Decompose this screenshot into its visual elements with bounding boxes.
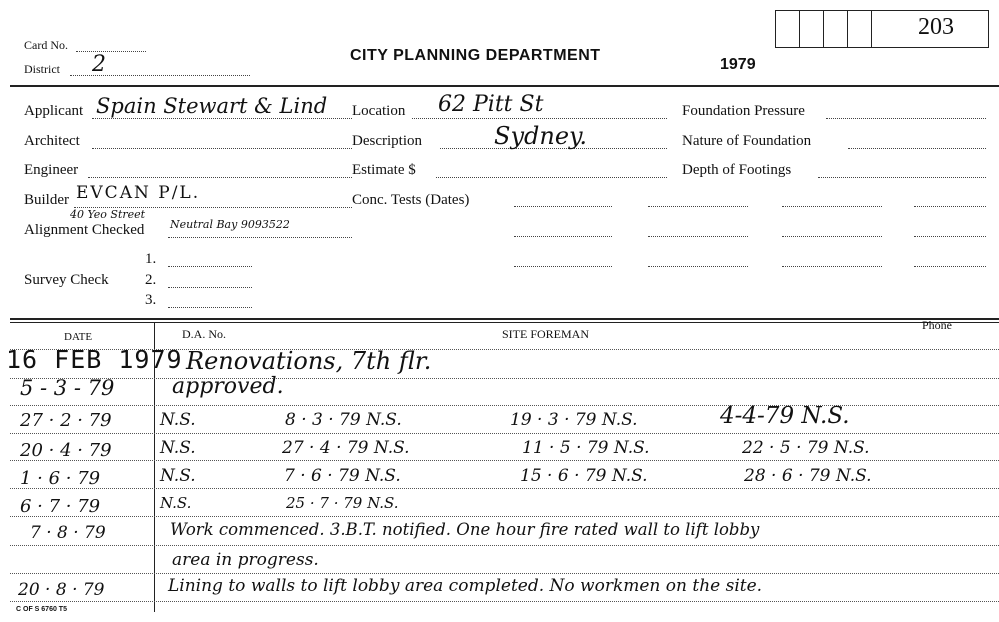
table-row-entry: 11 · 5 · 79 N.S. [522, 438, 650, 458]
table-row-entry: N.S. [160, 466, 196, 486]
table-row-date: 20 · 4 · 79 [20, 440, 112, 461]
applicant-label: Applicant [24, 103, 84, 119]
builder-label: Builder [24, 192, 69, 208]
location-label: Location [352, 103, 406, 119]
table-row-entry: 15 · 6 · 79 N.S. [520, 466, 648, 486]
conc-tests-label: Conc. Tests (Dates) [352, 192, 470, 208]
department-title: CITY PLANNING DEPARTMENT [350, 47, 601, 64]
estimate-label: Estimate $ [352, 162, 416, 178]
table-row-date: 27 · 2 · 79 [20, 410, 112, 431]
district-label: District [24, 62, 60, 76]
table-row-entry: N.S. [160, 438, 196, 458]
table-row-date: 6 · 7 · 79 [20, 496, 101, 517]
table-row-entry: 7 · 6 · 79 N.S. [284, 466, 401, 486]
survey-number-2: 2. [145, 272, 157, 288]
description-label: Description [352, 133, 422, 149]
phone-header: Phone [922, 318, 952, 332]
card-no-label: Card No. [24, 38, 68, 52]
table-row-date: 16 FEB 1979 [6, 345, 183, 374]
depth-of-footings-label: Depth of Footings [682, 162, 792, 178]
table-row-entry: area in progress. [172, 550, 319, 570]
card-number: 203 [918, 14, 954, 40]
table-row-entry: approved. [172, 374, 284, 399]
table-row-entry: 19 · 3 · 79 N.S. [510, 410, 638, 430]
table-row-entry: 4-4-79 N.S. [720, 403, 850, 429]
table-row-entry: N.S. [160, 494, 192, 512]
survey-number-1: 1. [145, 251, 157, 267]
table-row-entry: 27 · 4 · 79 N.S. [282, 438, 410, 458]
year: 1979 [720, 56, 756, 73]
builder-address: 40 Yeo Street [70, 208, 146, 221]
table-row-entry: Lining to walls to lift lobby area completed. No workmen on the site. [168, 576, 763, 596]
table-row-date: 5 - 3 - 79 [20, 376, 115, 400]
survey-check-label: Survey Check [24, 272, 109, 288]
form-code: C OF S 6760 T5 [16, 606, 67, 613]
date-header: DATE [64, 331, 93, 343]
table-row-date: 20 · 8 · 79 [18, 580, 105, 600]
table-row-entry: 8 · 3 · 79 N.S. [285, 410, 402, 430]
table-row-date: 7 · 8 · 79 [30, 523, 106, 543]
table-row-date: 1 · 6 · 79 [20, 468, 101, 489]
foundation-pressure-label: Foundation Pressure [682, 103, 805, 119]
alignment-value: Neutral Bay 9093522 [170, 218, 290, 231]
district-value: 2 [92, 52, 106, 77]
table-row-entry: 25 · 7 · 79 N.S. [286, 494, 399, 512]
alignment-label: Alignment Checked [24, 222, 145, 238]
table-row-entry: 28 · 6 · 79 N.S. [744, 466, 872, 486]
applicant-value: Spain Stewart & Lind [96, 94, 328, 118]
survey-number-3: 3. [145, 292, 157, 308]
table-row-entry: 22 · 5 · 79 N.S. [742, 438, 870, 458]
da-header: D.A. No. [182, 327, 226, 341]
table-row-entry: Renovations, 7th flr. [186, 347, 432, 375]
site-foreman-header: SITE FOREMAN [502, 327, 590, 341]
location-value: 62 Pitt St [438, 92, 544, 117]
table-row-entry: N.S. [160, 410, 196, 430]
engineer-label: Engineer [24, 162, 79, 178]
table-row-entry: Work commenced. 3.B.T. notified. One hour fire rated wall to lift lobby [170, 520, 760, 539]
builder-value: EVCAN P/L. [76, 183, 201, 203]
nature-of-foundation-label: Nature of Foundation [682, 133, 812, 149]
location-value-2: Sydney. [494, 122, 588, 150]
architect-label: Architect [24, 133, 80, 149]
